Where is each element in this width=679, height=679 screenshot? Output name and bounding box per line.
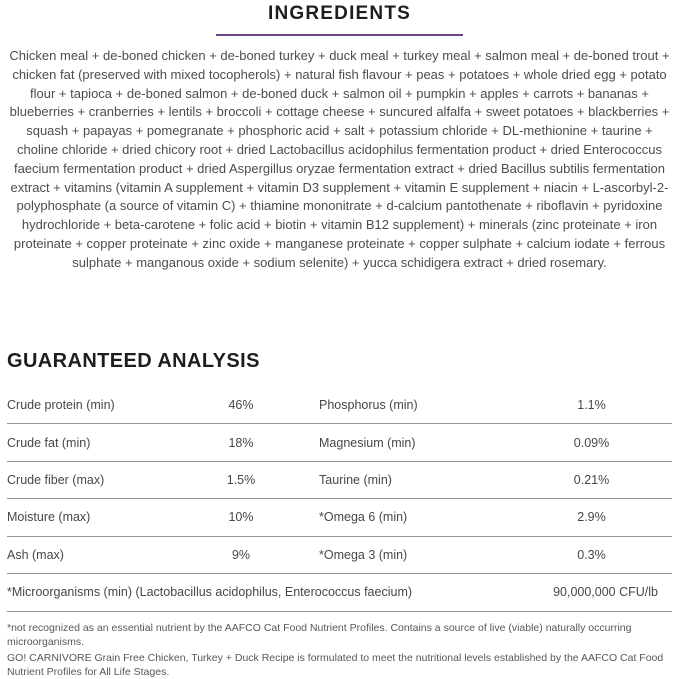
- row-right-label: *Omega 3 (min): [319, 547, 408, 562]
- guaranteed-analysis-table: [7, 387, 672, 612]
- row-value: 90,000,000 CFU/lb: [553, 585, 658, 600]
- row-left-label: Crude protein (min): [7, 398, 115, 413]
- row-left-label: Ash (max): [7, 547, 64, 562]
- row-right-label: Taurine (min): [319, 472, 392, 487]
- row-left-value: 46%: [228, 398, 254, 413]
- ingredients-divider: [216, 34, 463, 36]
- row-right-label: Magnesium (min): [319, 435, 416, 450]
- row-right-label: *Omega 6 (min): [319, 510, 408, 525]
- label-page: [0, 3, 679, 678]
- row-right-value: 0.21%: [573, 472, 610, 487]
- table-row-microorganisms: [7, 574, 672, 612]
- row-left-value: 10%: [228, 510, 254, 525]
- row-right-value: 1.1%: [577, 398, 606, 413]
- ingredients-text: Chicken meal + de-boned chicken + de-boned turkey + duck meal + turkey meal + salmon meal + de-boned trout + chicken fat (preserved with mixed tocopherols) + natural fish flavour + peas + potatoes + whole dried egg + potato flour + tapioca + de-boned salmon + de-boned duck + salmon oil + pumpkin + apples + carrots + bananas + blueberries + cranberries + lentils + broccoli + cottage cheese + suncured alfalfa + sweet potatoes + blackberries + squash + papayas + pomegranate + phosphoric acid + salt + potassium chloride + DL-methionine + taurine + choline chloride + dried chicory root + dried Lactobacillus acidophilus fermentation product + dried Enterococcus faecium fermentation product + dried Aspergillus oryzae fermentation extract + dried Bacillus subtilis fermentation extract + vitamins (vitamin A supplement + vitamin D3 supplement + vitamin E supplement + niacin + L-ascorbyl-2-polyphosphate (a source of vitamin C) + thiamine mononitrate + d-calcium pantothenate + riboflavin + pyridoxine hydrochloride + beta-carotene + folic acid + biotin + vitamin B12 supplement) + minerals (zinc proteinate + iron proteinate + copper proteinate + zinc oxide + manganese proteinate + copper sulphate + calcium iodate + ferrous sulphate + manganous oxide + sodium selenite) + yucca schidigera extract + dried rosemary.: [9, 48, 670, 270]
- row-left-value: 9%: [231, 547, 251, 562]
- row-right-value: 0.09%: [573, 435, 610, 450]
- row-left-label: Moisture (max): [7, 510, 91, 525]
- table-row: [7, 537, 672, 574]
- table-row: [7, 424, 672, 461]
- row-right-value: 0.3%: [577, 547, 606, 562]
- row-left-value: 1.5%: [226, 472, 256, 487]
- row-right-label: Phosphorus (min): [319, 398, 418, 413]
- ingredients-title: INGREDIENTS: [267, 3, 412, 24]
- guaranteed-analysis-title: GUARANTEED ANALYSIS: [7, 350, 260, 372]
- row-left-label: Crude fat (min): [7, 435, 91, 450]
- row-left-label: Crude fiber (max): [7, 472, 105, 487]
- table-row: [7, 462, 672, 499]
- table-row: [7, 499, 672, 536]
- table-row: [7, 387, 672, 424]
- row-left-value: 18%: [228, 435, 254, 450]
- footnote-formulation-statement: GO! CARNIVORE Grain Free Chicken, Turkey + Duck Recipe is formulated to meet the nutritional levels established by the AAFCO Cat Food Nutrient Profiles for All Life Stages.: [7, 652, 664, 678]
- row-right-value: 2.9%: [577, 510, 606, 525]
- footnote-aafco-nutrient: *not recognized as an essential nutrient by the AAFCO Cat Food Nutrient Profiles. Contains a source of live (viable) naturally occurring microorganisms.: [7, 622, 632, 648]
- row-label: *Microorganisms (min) (Lactobacillus acidophilus, Enterococcus faecium): [7, 585, 413, 600]
